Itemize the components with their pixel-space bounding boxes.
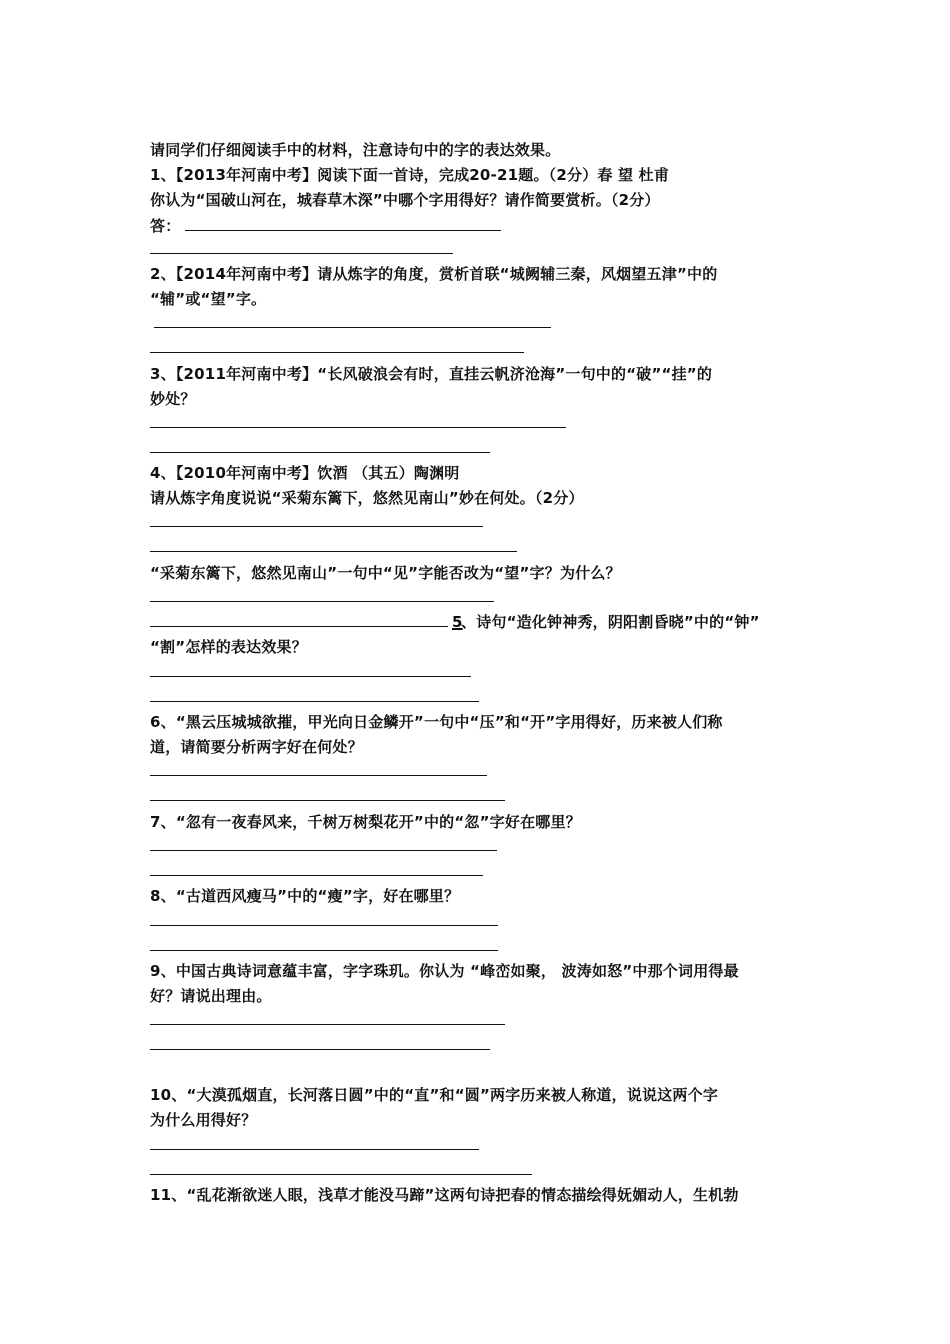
q10-answer-line-2[interactable] — [150, 1174, 532, 1175]
q6-line2: 道，请简要分析两字好在何处？ — [150, 738, 363, 756]
q3-line2: 妙处？ — [150, 390, 196, 408]
q5-number: 5 — [452, 613, 463, 631]
q7-answer-line-2[interactable] — [150, 875, 483, 876]
q7-line1: 7、“忽有一夜春风来，千树万树梨花开”中的“忽”字好在哪里？ — [150, 813, 581, 831]
q5-line1: 、诗句“造化钟神秀，阴阳割昏晓”中的“钟” — [461, 613, 760, 631]
q1-answer-label: 答： — [150, 217, 181, 235]
q6-answer-line-1[interactable] — [150, 775, 487, 776]
q4-answer-line-4[interactable] — [150, 626, 448, 627]
q4-line1: 4、【2010年河南中考】饮酒 （其五）陶渊明 — [150, 464, 460, 482]
q2-line1: 2、【2014年河南中考】请从炼字的角度，赏析首联“城阙辅三秦，风烟望五津”中的 — [150, 265, 718, 283]
q1-line2: 你认为“国破山河在，城春草木深”中哪个字用得好？请作简要赏析。（2分） — [150, 191, 660, 209]
q8-answer-line-1[interactable] — [150, 925, 498, 926]
q4-answer-line-3[interactable] — [150, 601, 494, 602]
q3-answer-line-2[interactable] — [150, 452, 490, 453]
q1-line1: 1、【2013年河南中考】阅读下面一首诗，完成20-21题。（2分）春 望 杜甫 — [150, 166, 670, 184]
q2-answer-line-2[interactable] — [150, 352, 524, 353]
q4-line3: “采菊东篱下，悠然见南山”一句中“见”字能否改为“望”字？为什么？ — [150, 564, 621, 582]
q5-line2: “割”怎样的表达效果？ — [150, 638, 307, 656]
q2-answer-line-1[interactable] — [154, 327, 551, 328]
q7-answer-line-1[interactable] — [150, 850, 497, 851]
q4-line2: 请从炼字角度说说“采菊东篱下，悠然见南山”妙在何处。（2分） — [150, 489, 584, 507]
q4-answer-line-1[interactable] — [150, 526, 483, 527]
q9-answer-line-2[interactable] — [150, 1049, 490, 1050]
q8-line1: 8、“古道西风瘦马”中的“瘦”字，好在哪里？ — [150, 887, 460, 905]
q6-answer-line-2[interactable] — [150, 800, 505, 801]
q11-line1: 11、“乱花渐欲迷人眼，浅草才能没马蹄”这两句诗把春的情态描绘得妩媚动人，生机勃 — [150, 1186, 739, 1204]
q9-line2: 好？请说出理由。 — [150, 987, 272, 1005]
q1-answer-line-2[interactable] — [150, 253, 453, 254]
q3-line1: 3、【2011年河南中考】“长风破浪会有时，直挂云帆济沧海”一句中的“破”“挂”的 — [150, 365, 713, 383]
q10-line1: 10、“大漠孤烟直，长河落日圆”中的“直”和“圆”两字历来被人称道，说说这两个字 — [150, 1086, 719, 1104]
intro-text: 请同学们仔细阅读手中的材料，注意诗句中的字的表达效果。 — [150, 141, 561, 159]
q2-line2: “辅”或“望”字。 — [150, 290, 267, 308]
q6-line1: 6、“黑云压城城欲摧，甲光向日金鳞开”一句中“压”和“开”字用得好，历来被人们称 — [150, 713, 723, 731]
q9-answer-line-1[interactable] — [150, 1024, 505, 1025]
q10-answer-line-1[interactable] — [150, 1149, 479, 1150]
q10-line2: 为什么用得好？ — [150, 1111, 257, 1129]
q9-line1: 9、中国古典诗词意蕴丰富，字字珠玑。你认为 “峰峦如聚， 波涛如怒”中那个词用得最 — [150, 962, 739, 980]
q1-answer-line-1[interactable] — [185, 230, 501, 231]
q4-answer-line-2[interactable] — [150, 551, 517, 552]
q5-answer-line-1[interactable] — [150, 676, 471, 677]
q5-answer-line-2[interactable] — [150, 701, 479, 702]
q8-answer-line-2[interactable] — [150, 950, 498, 951]
q3-answer-line-1[interactable] — [150, 427, 566, 428]
